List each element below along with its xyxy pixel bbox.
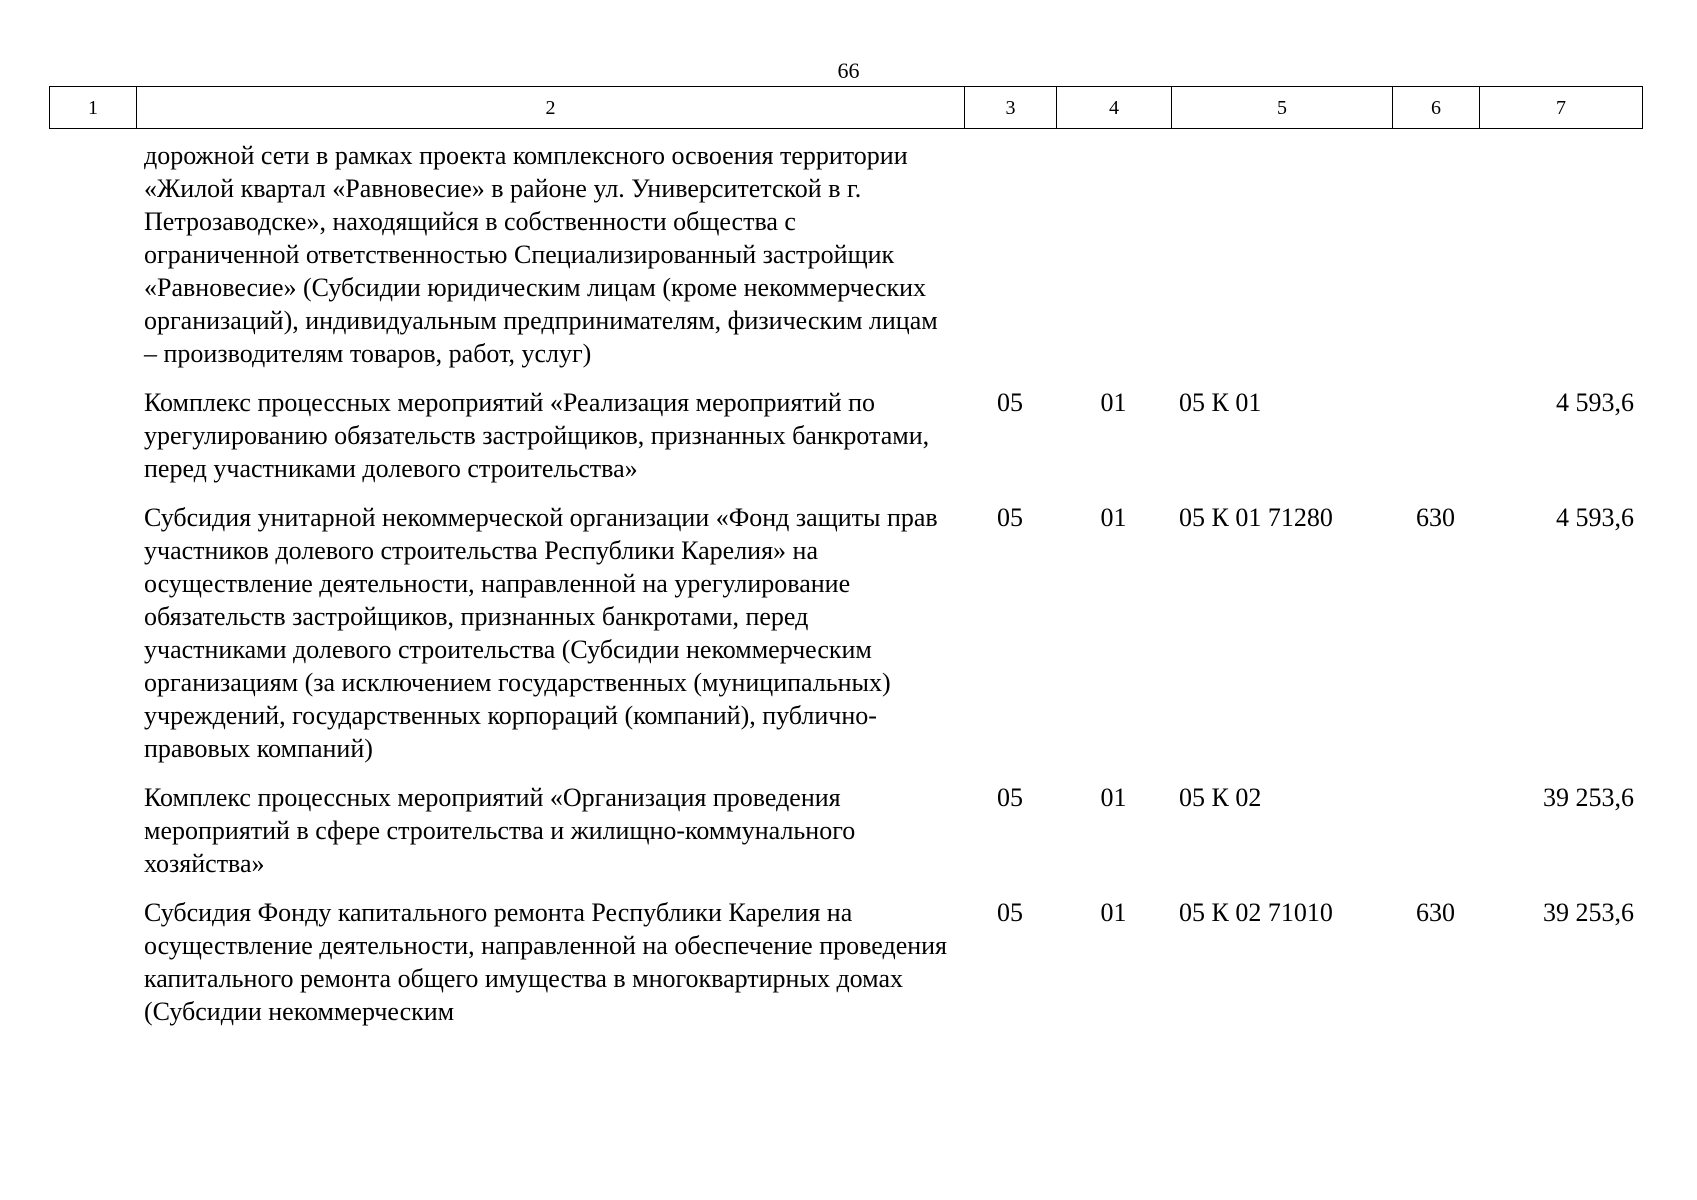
column-header-3: 3 [965,87,1057,129]
row-section: 05 [997,503,1023,532]
column-header-6: 6 [1393,87,1480,129]
row-section: 05 [997,783,1023,812]
row-name: Субсидия Фонду капитального ремонта Республики Карелия на осуществление деятельности, направленной на обеспечение проведения капитального ремонта общего имущества в многоквартирных домах (Субсидии некоммерческим [144,898,948,1026]
column-header-4: 4 [1057,87,1172,129]
column-header-5: 5 [1172,87,1393,129]
row-expense-type [1392,781,1479,896]
row-expense-type: 630 [1416,503,1455,532]
table-row [49,139,1642,386]
row-name: Комплекс процессных мероприятий «Организация проведения мероприятий в сфере строительства и жилищно-коммунального хозяйства» [144,783,856,878]
row-subsection: 01 [1100,388,1127,417]
row-expense-type [1392,386,1479,501]
row-amount: 4 593,6 [1556,388,1634,417]
row-name: Субсидия унитарной некоммерческой организации «Фонд защиты прав участников долевого строительства Республики Карелия» на осуществление деятельности, направленной на урегулирование обязательств застройщиков, признанных банкротами, перед участниками долевого строительства (Субсидии некоммерческим организациям (за исключением государственных (муниципальных) учреждений, государственных корпораций (компаний), публично-правовых компаний) [144,503,938,763]
row-amount: 39 253,6 [1543,898,1634,927]
row-subsection: 01 [1100,898,1127,927]
row-subsection: 01 [1100,783,1127,812]
page-number: 66 [837,58,860,83]
row-expense-type [1392,139,1479,386]
row-section [964,139,1056,386]
row-target-code: 05 К 01 71280 [1179,503,1333,532]
row-name: Комплекс процессных мероприятий «Реализация мероприятий по урегулированию обязательств застройщиков, признанных банкротами, перед участниками долевого строительства» [144,388,930,483]
table-row [49,386,1642,501]
row-subsection [1056,139,1171,386]
column-header-7: 7 [1480,87,1643,129]
row-target-code: 05 К 01 [1179,388,1262,417]
column-header-table [49,86,1643,129]
column-header-2: 2 [137,87,965,129]
row-amount: 4 593,6 [1556,503,1634,532]
row-target-code: 05 К 02 71010 [1179,898,1333,927]
row-subsection: 01 [1100,503,1127,532]
budget-table [49,139,1642,1028]
table-row [49,501,1642,781]
column-header-row [50,87,1643,129]
column-header-1: 1 [50,87,137,129]
table-row [49,781,1642,896]
table-row [49,896,1642,1028]
row-amount: 39 253,6 [1543,783,1634,812]
row-section: 05 [997,388,1023,417]
row-amount [1479,139,1642,386]
row-section: 05 [997,898,1023,927]
row-target-code: 05 К 02 [1179,783,1262,812]
row-name: дорожной сети в рамках проекта комплексного освоения территории «Жилой квартал «Равновесие» в районе ул. Университетской в г. Петрозаводске», находящийся в собственности общества с ограниченной ответственностью Специализированный застройщик «Равновесие» (Субсидии юридическим лицам (кроме некоммерческих организаций), индивидуальным предпринимателям, физическим лицам – производителям товаров, работ, услуг) [144,141,938,368]
row-target-code [1171,139,1392,386]
row-expense-type: 630 [1416,898,1455,927]
